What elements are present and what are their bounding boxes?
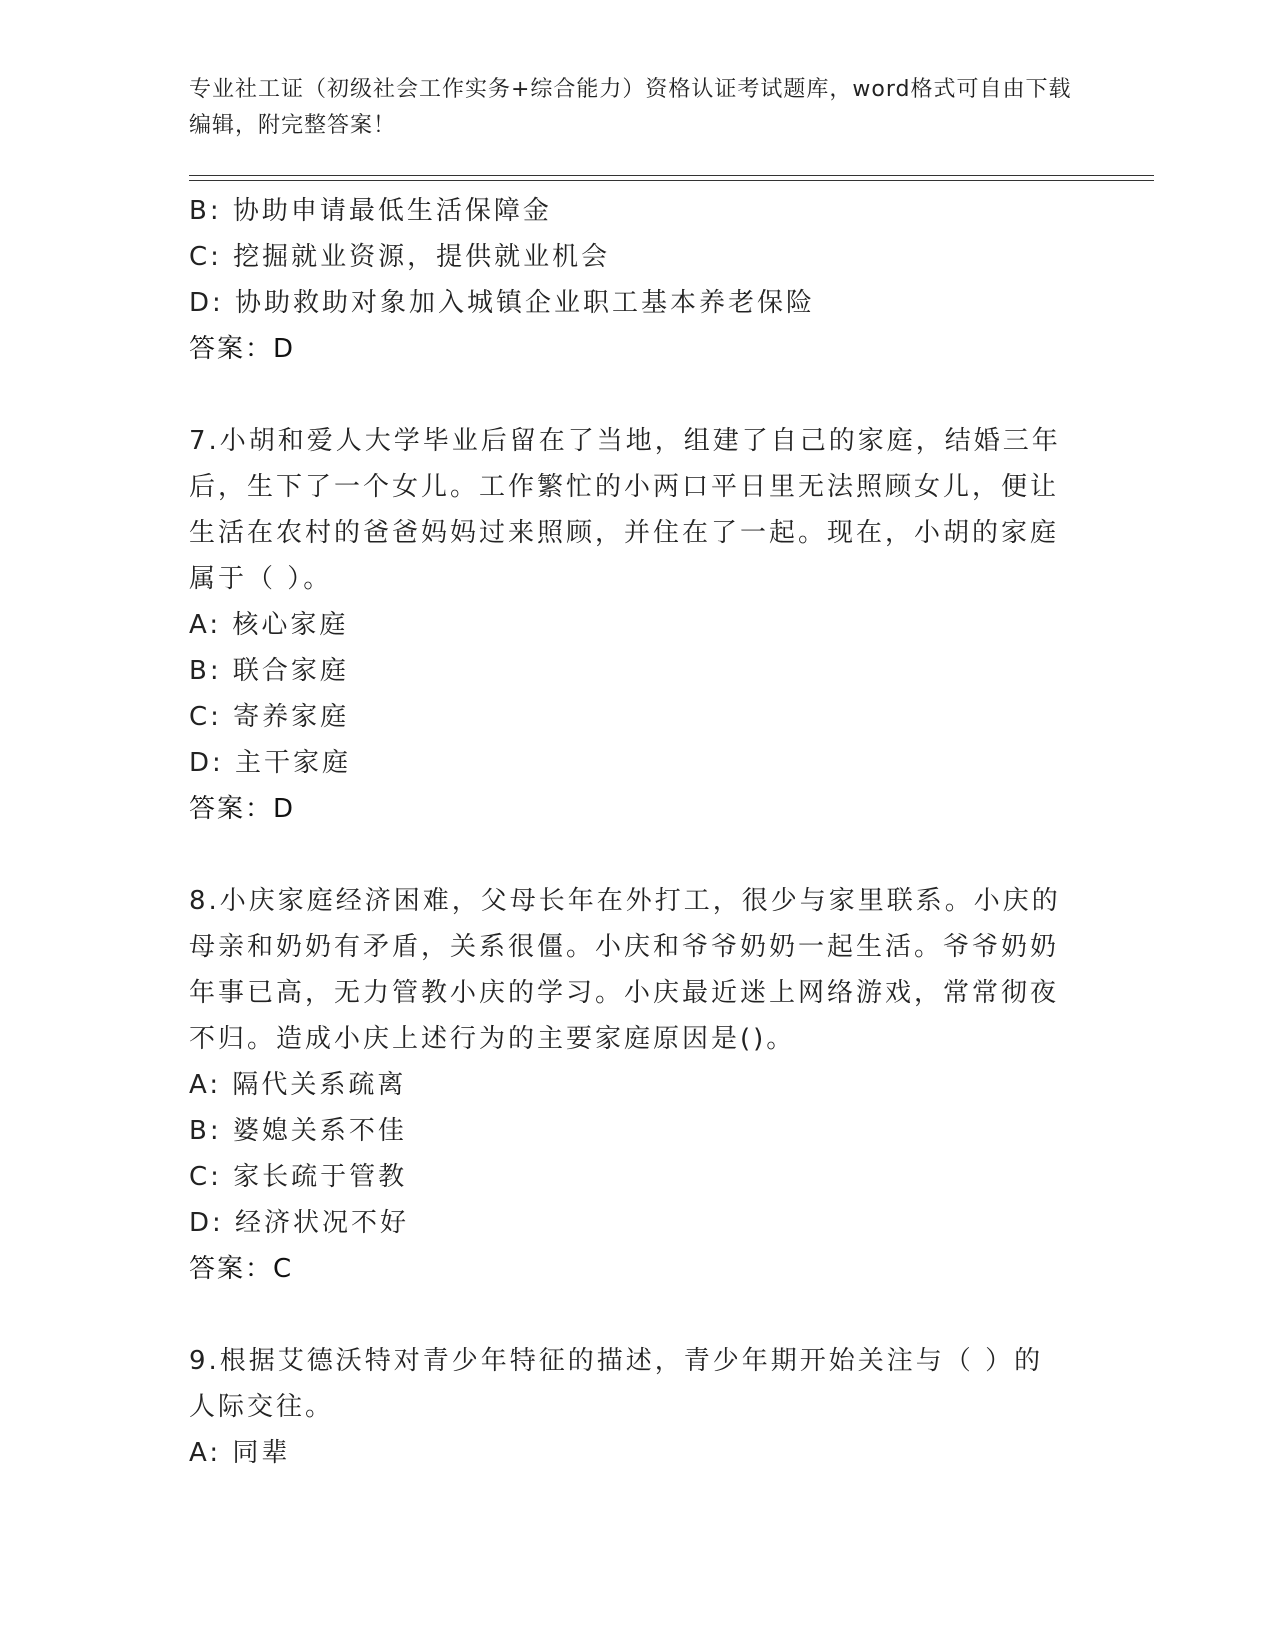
header-divider-top bbox=[189, 175, 1154, 176]
header-title: 专业社工证（初级社会工作实务+综合能力）资格认证考试题库，word格式可自由下载编辑，附完整答案！ bbox=[189, 77, 1072, 138]
answer: 答案：C bbox=[189, 1254, 294, 1284]
question-8 bbox=[189, 878, 1089, 1292]
answer: 答案：D bbox=[189, 334, 296, 364]
document-header bbox=[189, 72, 1089, 144]
question-7 bbox=[189, 418, 1089, 832]
header-divider-bottom bbox=[189, 180, 1154, 181]
answer: 答案：D bbox=[189, 794, 296, 824]
question-stem: 8.小庆家庭经济困难，父母长年在外打工，很少与家里联系。小庆的母亲和奶奶有矛盾，关系很僵。小庆和爷爷奶奶一起生活。爷爷奶奶年事已高，无力管教小庆的学习。小庆最近迷上网络游戏，常常彻夜不归。造成小庆上述行为的主要家庭原因是()。 bbox=[189, 886, 1061, 1054]
option-b: B: 联合家庭 bbox=[189, 656, 349, 686]
option-d: D: 协助救助对象加入城镇企业职工基本养老保险 bbox=[189, 288, 816, 318]
question-stem: 7.小胡和爱人大学毕业后留在了当地，组建了自己的家庭，结婚三年后，生下了一个女儿。工作繁忙的小两口平日里无法照顾女儿，便让生活在农村的爸爸妈妈过来照顾，并住在了一起。现在，小胡的家庭属于（ ）。 bbox=[189, 426, 1061, 594]
option-d: D: 主干家庭 bbox=[189, 748, 352, 778]
document-body bbox=[189, 188, 1089, 1476]
question-stem: 9.根据艾德沃特对青少年特征的描述，青少年期开始关注与（ ）的人际交往。 bbox=[189, 1346, 1044, 1422]
option-a: A: 隔代关系疏离 bbox=[189, 1070, 407, 1100]
option-c: C: 挖掘就业资源，提供就业机会 bbox=[189, 242, 611, 272]
option-c: C: 寄养家庭 bbox=[189, 702, 350, 732]
option-b: B: 婆媳关系不佳 bbox=[189, 1116, 407, 1146]
question-9 bbox=[189, 1338, 1089, 1476]
option-c: C: 家长疏于管教 bbox=[189, 1162, 408, 1192]
option-a: A: 同辈 bbox=[189, 1438, 291, 1468]
question-6-tail bbox=[189, 188, 1089, 372]
option-a: A: 核心家庭 bbox=[189, 610, 349, 640]
option-d: D: 经济状况不好 bbox=[189, 1208, 410, 1238]
option-b: B: 协助申请最低生活保障金 bbox=[189, 196, 552, 226]
